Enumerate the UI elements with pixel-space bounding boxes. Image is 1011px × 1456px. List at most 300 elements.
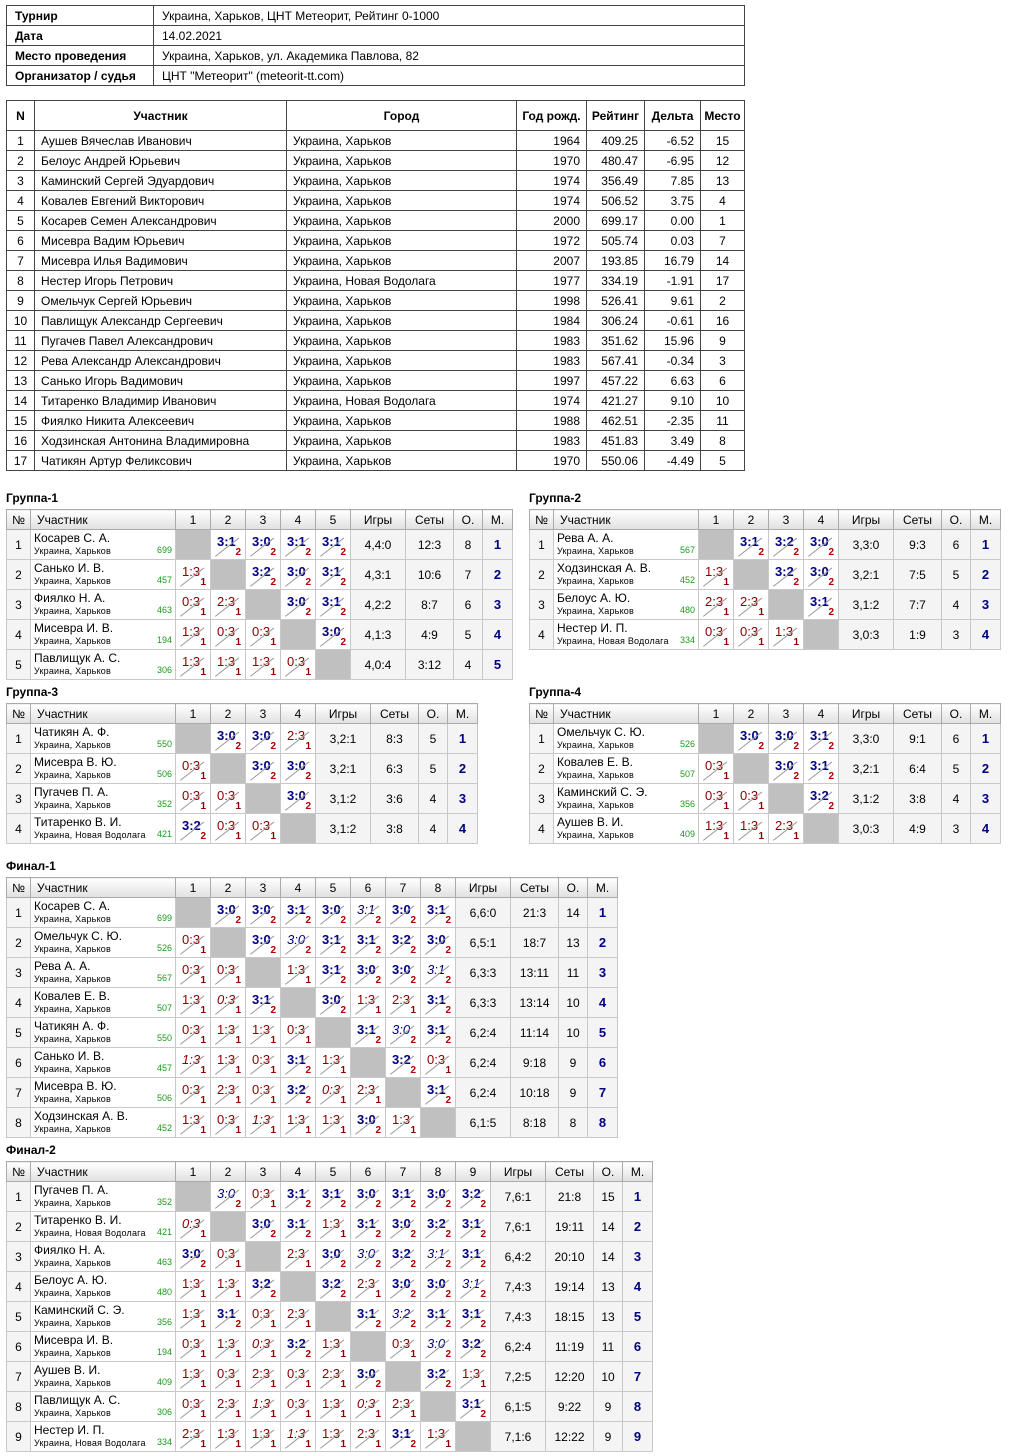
table-cell: Пугачев Павел Александрович [35,331,287,351]
col-opponent: 5 [316,510,351,530]
col-sets: Сеты [371,704,419,724]
score-value: 3:0 [252,1216,271,1231]
row-num: 4 [7,814,31,844]
match-score [456,1272,491,1302]
match-points: 1 [235,1289,241,1300]
match-points: 1 [723,831,729,842]
player-city: Украина, Харьков [34,1287,111,1298]
match-score [351,1242,386,1272]
col-opponent: 7 [386,1162,421,1182]
col-opponent: 1 [699,704,734,724]
match-score [246,1272,281,1302]
points-total: 4 [942,590,971,620]
match-score [316,620,351,650]
match-points: 2 [305,1349,311,1360]
final-place: 8 [588,1108,618,1138]
table-cell: 0.03 [645,231,701,251]
player-name: Фиялко Н. А. [34,591,106,605]
table-row [7,620,513,650]
score-value: 3:0 [322,992,341,1007]
table-cell: Рева Александр Александрович [35,351,287,371]
player-rating: 452 [679,575,695,585]
score-value: 3:2 [392,932,411,947]
match-score [176,1362,211,1392]
match-score [246,724,281,754]
match-score [734,724,769,754]
player-city: Украина, Харьков [34,635,111,646]
score-value: 1:3 [252,1426,271,1441]
match-score [351,1212,386,1242]
table-row [7,271,745,291]
col-games: Игры [316,704,371,724]
match-score [281,1332,316,1362]
table-cell: 15 [701,131,745,151]
match-score [211,1332,246,1362]
match-score [456,1182,491,1212]
score-value: 3:1 [427,992,446,1007]
score-value: 3:1 [427,902,446,917]
diagonal-cell [316,650,351,680]
player-city: Украина, Харьков [34,1407,111,1418]
participant-cell [31,1302,176,1332]
match-points: 1 [235,637,241,648]
match-points: 1 [375,1409,381,1420]
player-rating: 526 [679,739,695,749]
match-score [281,1048,316,1078]
match-score [386,1422,421,1452]
match-score [211,530,246,560]
sets-total: 18:15 [546,1302,594,1332]
points-total: 4 [419,784,448,814]
table-cell: 13 [701,171,745,191]
col-opponent: 3 [769,510,804,530]
score-value: 0:3 [252,1052,271,1067]
sets-total: 9:3 [894,530,942,560]
match-score [316,530,351,560]
match-points: 2 [305,547,311,558]
table-cell: 11 [7,331,35,351]
match-score [699,590,734,620]
match-score [176,1018,211,1048]
table-cell: 356.49 [587,171,645,191]
match-score [211,1422,246,1452]
sets-total: 20:10 [546,1242,594,1272]
score-value: 0:3 [322,1082,341,1097]
table-cell: Украина, Харьков [287,191,517,211]
diagonal-cell [456,1422,491,1452]
diagonal-cell [734,560,769,590]
match-points: 2 [305,577,311,588]
participants-table [6,100,745,471]
info-key: Место проведения [7,46,154,66]
score-value: 3:1 [810,758,829,773]
score-value: 1:3 [705,564,724,579]
col-participant: Участник [554,510,699,530]
match-score [211,1392,246,1422]
score-value: 0:3 [182,932,201,947]
row-num: 5 [7,1302,31,1332]
col-points: О. [942,510,971,530]
sets-total: 9:22 [546,1392,594,1422]
match-points: 1 [723,637,729,648]
diagonal-cell [176,724,211,754]
match-points: 2 [480,1349,486,1360]
table-row [7,1422,653,1452]
score-value: 3:0 [252,758,271,773]
match-score [804,724,839,754]
participant-cell [31,1048,176,1078]
row-num: 2 [7,928,31,958]
player-rating: 506 [156,769,172,779]
score-value: 1:3 [775,624,794,639]
score-value: 3:0 [392,902,411,917]
player-city: Украина, Новая Водолага [34,1437,146,1448]
score-value: 3:0 [357,1366,376,1381]
score-value: 1:3 [322,1112,341,1127]
sets-total: 11:14 [511,1018,559,1048]
table-cell: 1970 [517,151,587,171]
player-name: Аушев В. И. [34,1363,101,1377]
games-total: 3,2:1 [839,560,894,590]
score-value: 2:3 [217,594,236,609]
match-points: 1 [723,577,729,588]
match-score [699,754,734,784]
final-place: 7 [623,1362,653,1392]
col-opponent: 4 [804,704,839,724]
match-points: 2 [480,1289,486,1300]
match-score [316,898,351,928]
table-cell: 5 [701,451,745,471]
table-cell: 1974 [517,391,587,411]
col-opponent: 2 [211,704,246,724]
col-games: Игры [491,1162,546,1182]
diagonal-cell [734,754,769,784]
match-score [246,988,281,1018]
final-place: 3 [971,590,1001,620]
points-total: 9 [594,1392,623,1422]
score-value: 3:0 [252,932,271,947]
match-score [246,928,281,958]
participant-cell [554,530,699,560]
diagonal-cell [804,620,839,650]
games-total: 6,2:4 [456,1078,511,1108]
match-points: 2 [375,1259,381,1270]
score-value: 0:3 [252,1082,271,1097]
match-score [246,1392,281,1422]
match-score [456,1392,491,1422]
participant-cell [31,1108,176,1138]
player-city: Украина, Харьков [34,913,111,924]
score-value: 3:1 [287,534,306,549]
match-score [316,590,351,620]
table-cell: Мисевра Вадим Юрьевич [35,231,287,251]
row-num: 2 [530,560,554,590]
match-score [316,1242,351,1272]
col-points: О. [559,878,588,898]
diagonal-cell [176,1182,211,1212]
score-value: 3:2 [392,1246,411,1261]
match-points: 2 [445,1035,451,1046]
score-value: 2:3 [705,594,724,609]
player-city: Украина, Новая Водолага [34,1227,146,1238]
score-value: 0:3 [252,1306,271,1321]
group-header [7,510,513,530]
match-points: 2 [410,1259,416,1270]
score-value: 3:0 [810,534,829,549]
match-score [456,1302,491,1332]
match-score [769,560,804,590]
table-row [7,451,745,471]
player-name: Титаренко В. И. [34,815,122,829]
participant-cell [31,1272,176,1302]
match-score [176,560,211,590]
player-name: Косарев С. А. [34,899,111,913]
final-place: 7 [588,1078,618,1108]
games-total: 3,0:3 [839,814,894,844]
table-cell: -1.91 [645,271,701,291]
sets-total: 7:7 [894,590,942,620]
match-score [281,590,316,620]
score-value: 3:0 [322,902,341,917]
match-score [211,784,246,814]
table-cell: 12 [7,351,35,371]
games-total: 3,2:1 [316,754,371,784]
score-value: 3:1 [740,534,759,549]
score-value: 1:3 [322,1216,341,1231]
table-row [7,431,745,451]
diagonal-cell [281,814,316,844]
match-score [386,1302,421,1332]
score-value: 1:3 [740,818,759,833]
score-value: 1:3 [217,1052,236,1067]
games-total: 3,0:3 [839,620,894,650]
score-value: 3:2 [252,564,271,579]
participant-cell [31,784,176,814]
col-opponent: 6 [351,878,386,898]
col-place: М. [448,704,478,724]
score-value: 0:3 [740,788,759,803]
col-num: № [7,510,31,530]
match-score [176,620,211,650]
table-cell: Украина, Харьков [287,431,517,451]
score-value: 3:0 [392,1216,411,1231]
match-score [246,530,281,560]
table-cell: 8 [7,271,35,291]
sets-total: 21:3 [511,898,559,928]
match-score [176,1392,211,1422]
table-row [7,1212,653,1242]
match-score [211,650,246,680]
match-score [351,1182,386,1212]
table-row [7,958,618,988]
score-value: 3:2 [775,534,794,549]
player-rating: 194 [156,635,172,645]
score-value: 3:0 [740,728,759,743]
player-rating: 421 [156,1227,172,1237]
table-cell: -4.49 [645,451,701,471]
col-participant: Участник [31,878,176,898]
match-points: 2 [410,1289,416,1300]
score-value: 0:3 [182,1022,201,1037]
match-score [351,1078,386,1108]
score-value: 3:0 [357,1112,376,1127]
group-title: Группа-3 [6,685,59,699]
match-points: 2 [270,547,276,558]
table-row [7,291,745,311]
table-cell: 699.17 [587,211,645,231]
match-points: 1 [235,801,241,812]
table-row [7,411,745,431]
col-opponent: 4 [281,704,316,724]
match-points: 2 [445,1005,451,1016]
games-total: 6,3:3 [456,988,511,1018]
player-rating: 550 [156,739,172,749]
player-name: Каминский С. Э. [557,785,648,799]
score-value: 3:0 [217,728,236,743]
score-value: 0:3 [217,1112,236,1127]
table-cell: 1 [7,131,35,151]
score-value: 0:3 [252,624,271,639]
match-score [281,650,316,680]
match-score [351,1272,386,1302]
group-header [7,704,478,724]
participant-cell [31,958,176,988]
match-points: 2 [758,547,764,558]
match-points: 1 [235,1095,241,1106]
table-cell: 480.47 [587,151,645,171]
score-value: 0:3 [252,818,271,833]
match-score [176,928,211,958]
match-points: 1 [200,577,206,588]
match-points: 2 [305,1199,311,1210]
match-points: 2 [445,975,451,986]
row-num: 1 [530,530,554,560]
match-score [769,814,804,844]
match-points: 2 [793,547,799,558]
match-score [316,988,351,1018]
player-name: Чатикян А. Ф. [34,725,110,739]
score-value: 3:1 [810,594,829,609]
sets-total: 6:3 [371,754,419,784]
score-value: 3:0 [287,594,306,609]
score-value: 3:0 [252,728,271,743]
sets-total: 18:7 [511,928,559,958]
col-place: М. [588,878,618,898]
table-row [530,724,1001,754]
row-num: 3 [7,784,31,814]
match-score [176,988,211,1018]
player-name: Фиялко Н. А. [34,1243,106,1257]
match-score [421,898,456,928]
table-row [7,784,478,814]
participant-cell [31,620,176,650]
diagonal-cell [421,1392,456,1422]
table-row [7,311,745,331]
score-value: 0:3 [182,758,201,773]
score-value: 1:3 [182,1366,201,1381]
table-cell: 4 [7,191,35,211]
column-header: Участник [35,101,287,131]
score-value: 2:3 [740,594,759,609]
match-score [316,1108,351,1138]
participant-cell [31,1422,176,1452]
diagonal-cell [176,530,211,560]
table-row [7,1302,653,1332]
score-value: 0:3 [182,1216,201,1231]
group-title: Финал-2 [6,1143,56,1157]
info-row [7,66,745,86]
participant-cell [554,620,699,650]
match-points: 2 [445,1319,451,1330]
points-total: 13 [559,928,588,958]
final-place: 2 [448,754,478,784]
match-points: 1 [200,637,206,648]
player-rating: 356 [679,799,695,809]
table-cell: 421.27 [587,391,645,411]
points-total: 10 [594,1362,623,1392]
match-points: 1 [235,831,241,842]
sets-total: 8:18 [511,1108,559,1138]
match-score [246,620,281,650]
final-place: 2 [971,754,1001,784]
match-points: 1 [758,831,764,842]
col-opponent: 1 [176,704,211,724]
group-header [530,704,1001,724]
col-place: М. [971,704,1001,724]
score-value: 0:3 [427,1052,446,1067]
match-points: 2 [480,1409,486,1420]
table-cell: 1983 [517,431,587,451]
table-cell: Украина, Харьков [287,211,517,231]
match-score [316,1272,351,1302]
score-value: 0:3 [182,962,201,977]
match-points: 1 [235,1035,241,1046]
match-points: 1 [200,667,206,678]
final-place: 4 [971,620,1001,650]
player-name: Пугачев П. А. [34,785,109,799]
score-value: 3:2 [182,818,201,833]
final-place: 3 [483,590,513,620]
score-value: 1:3 [392,1112,411,1127]
row-num: 3 [7,958,31,988]
table-cell: Нестер Игорь Петрович [35,271,287,291]
match-score [316,560,351,590]
table-cell: 14 [701,251,745,271]
score-value: 3:1 [322,962,341,977]
score-value: 2:3 [392,1396,411,1411]
table-row [7,988,618,1018]
table-cell: Украина, Харьков [287,151,517,171]
points-total: 14 [559,898,588,928]
score-value: 3:0 [217,1186,236,1201]
col-opponent: 8 [421,1162,456,1182]
diagonal-cell [211,754,246,784]
table-cell: 4 [701,191,745,211]
match-score [281,958,316,988]
match-points: 2 [305,801,311,812]
score-value: 1:3 [287,962,306,977]
player-city: Украина, Харьков [34,1093,111,1104]
match-score [421,1182,456,1212]
match-score [246,1078,281,1108]
table-cell: 0.00 [645,211,701,231]
player-city: Украина, Харьков [34,1063,111,1074]
score-value: 1:3 [322,1396,341,1411]
col-sets: Сеты [894,510,942,530]
player-name: Нестер И. П. [34,1423,105,1437]
participant-cell [31,1392,176,1422]
table-cell: 11 [701,411,745,431]
